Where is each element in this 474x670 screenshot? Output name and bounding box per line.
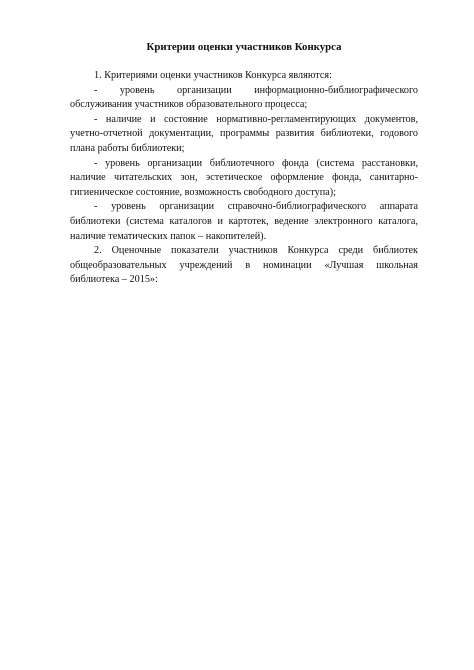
criteria-item-library-fund: - уровень организации библиотечного фонда (система расстановки, наличие читательских зон, эстетическое оформление фонда, санитарно-гигиеническое состояние, возможность свободного доступа); — [70, 157, 418, 198]
criteria-intro-paragraph: 1. Критериями оценки участников Конкурса являются: — [94, 70, 332, 81]
document-body — [70, 40, 418, 288]
criteria-item-info-service: - уровень организации информационно-библиографического обслуживания участников образовательного процесса; — [70, 84, 418, 111]
evaluation-indicators-paragraph: 2. Оценочные показатели участников Конкурса среди библиотек общеобразовательных учреждений в номинации «Лучшая школьная библиотека – 2015»: — [70, 245, 418, 286]
criteria-item-documents: - наличие и состояние нормативно-регламентирующих документов, учетно-отчетной документации, программы развития библиотеки, годового плана работы библиотеки; — [70, 113, 418, 154]
document-title: Критерии оценки участников Конкурса — [146, 41, 342, 53]
criteria-item-reference-apparatus: - уровень организации справочно-библиографического аппарата библиотеки (система каталогов и картотек, ведение электронного каталога, наличие тематических папок – накопителей). — [70, 201, 418, 242]
